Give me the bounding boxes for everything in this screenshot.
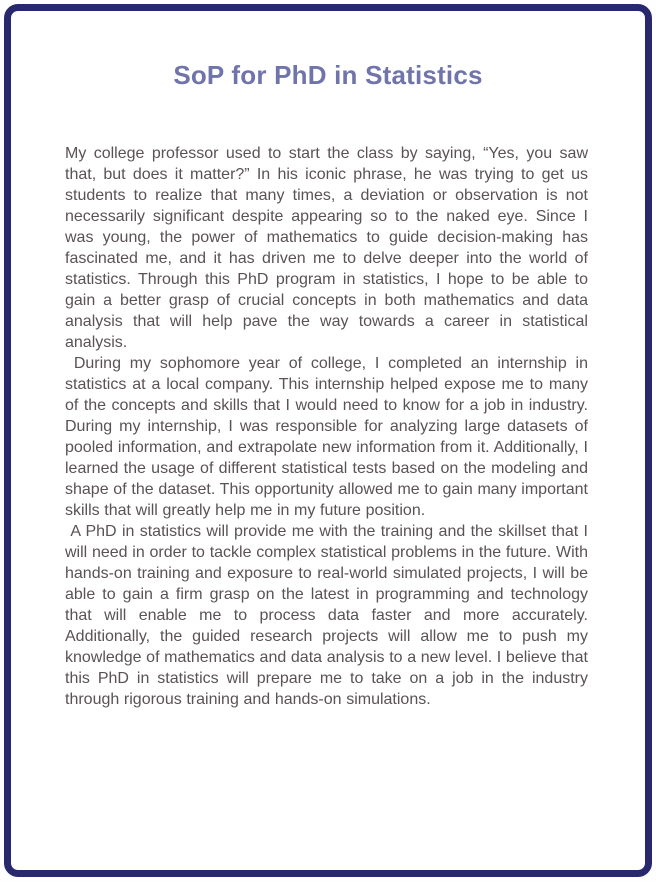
document-card — [4, 4, 652, 877]
document-body — [11, 143, 645, 710]
paragraph-phd-goals: A PhD in statistics will provide me with the training and the skillset that I will need in order to tackle complex statistical problems in the future. With hands-on training and exposure to real-world simulated projects, I will be able to gain a firm grasp on the latest in programming and technology that will enable me to process data faster and more accurately. Additionally, the guided research projects will allow me to push my knowledge of mathematics and data analysis to a new level. I believe that this PhD in statistics will prepare me to take on a job in the industry through rigorous training and hands-on simulations. — [65, 523, 593, 708]
paragraph-intro: My college professor used to start the class by saying, “Yes, you saw that, but does it matter?” In his iconic phrase, he was trying to get us students to realize that many times, a deviation or observation is not necessarily significant despite appearing so to the naked eye. Since I was young, the power of mathematics to guide decision-making has fascinated me, and it has driven me to delve deeper into the world of statistics. Through this PhD program in statistics, I hope to be able to gain a better grasp of crucial concepts in both mathematics and data analysis that will help pave the way towards a career in statistical analysis. — [65, 145, 593, 351]
document-title: SoP for PhD in Statistics — [173, 60, 483, 90]
paragraph-internship: During my sophomore year of college, I completed an internship in statistics at a local company. This internship helped expose me to many of the concepts and skills that I would need to know for a job in industry. During my internship, I was responsible for analyzing large datasets of pooled information, and extrapolate new information from it. Additionally, I learned the usage of different statistical tests based on the modeling and shape of the dataset. This opportunity allowed me to gain many important skills that will greatly help me in my future position. — [65, 355, 593, 519]
